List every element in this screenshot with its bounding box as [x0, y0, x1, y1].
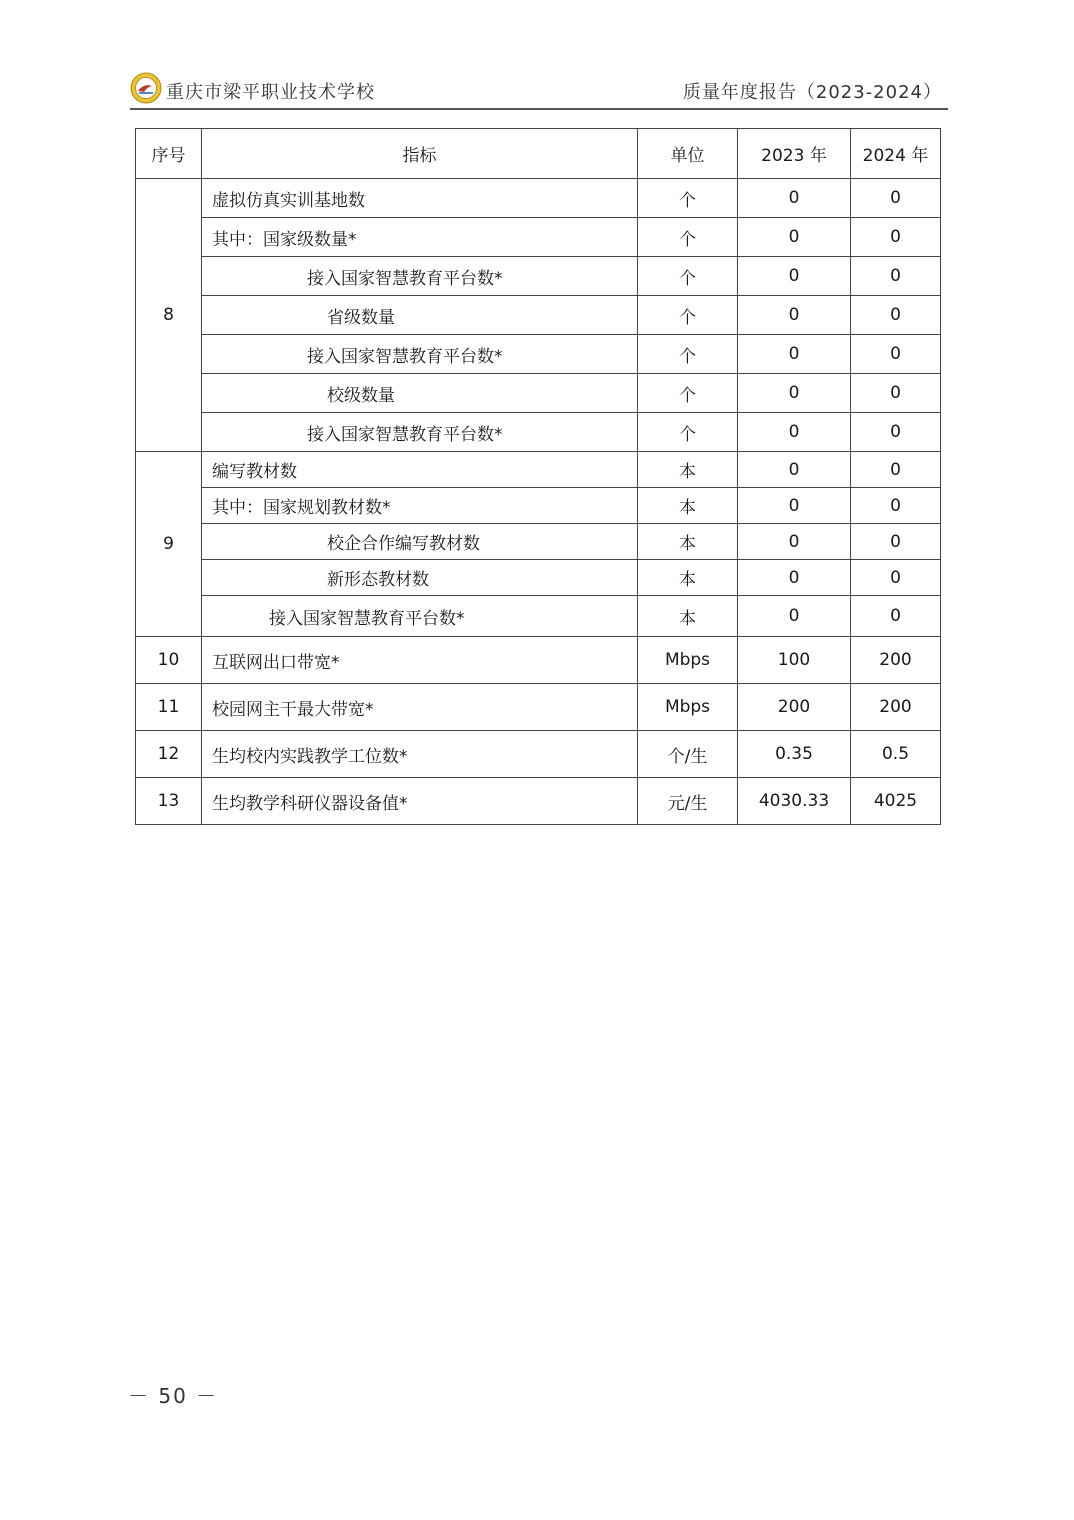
value-2023-cell: 0	[738, 452, 851, 488]
table-row	[136, 335, 941, 374]
indicator-cell: 编写教材数	[202, 452, 638, 488]
value-2024-cell: 0	[851, 413, 941, 452]
col-header-2023: 2023 年	[738, 129, 851, 179]
value-2023-cell: 0	[738, 296, 851, 335]
indicator-cell: 省级数量	[202, 296, 638, 335]
unit-cell: 本	[638, 452, 738, 488]
value-2024-cell: 0	[851, 296, 941, 335]
col-header-indicator: 指标	[202, 129, 638, 179]
value-2024-cell: 0	[851, 374, 941, 413]
col-header-2024: 2024 年	[851, 129, 941, 179]
table-row	[136, 374, 941, 413]
indicator-cell: 其中：国家规划教材数*	[202, 488, 638, 524]
unit-cell: 个	[638, 179, 738, 218]
school-logo-icon	[130, 72, 162, 104]
table-row	[136, 257, 941, 296]
value-2023-cell: 0.35	[738, 731, 851, 778]
indicator-cell: 生均教学科研仪器设备值*	[202, 778, 638, 825]
table-row	[136, 452, 941, 488]
value-2023-cell: 0	[738, 257, 851, 296]
unit-cell: 本	[638, 596, 738, 637]
table-row	[136, 179, 941, 218]
indicator-cell: 校级数量	[202, 374, 638, 413]
unit-cell: 个	[638, 296, 738, 335]
indicator-cell: 接入国家智慧教育平台数*	[202, 413, 638, 452]
value-2024-cell: 0	[851, 257, 941, 296]
row-number: 9	[136, 452, 202, 637]
value-2024-cell: 0	[851, 179, 941, 218]
value-2024-cell: 0	[851, 524, 941, 560]
page-number: － 50 －	[128, 1384, 219, 1408]
unit-cell: 本	[638, 488, 738, 524]
unit-cell: 个	[638, 374, 738, 413]
school-name: 重庆市梁平职业技术学校	[166, 82, 375, 103]
value-2023-cell: 0	[738, 488, 851, 524]
value-2024-cell: 0	[851, 218, 941, 257]
value-2023-cell: 100	[738, 637, 851, 684]
value-2023-cell: 0	[738, 560, 851, 596]
unit-cell: 个	[638, 257, 738, 296]
value-2023-cell: 0	[738, 413, 851, 452]
value-2023-cell: 0	[738, 524, 851, 560]
table-row	[136, 684, 941, 731]
report-title: 质量年度报告（2023-2024）	[682, 82, 942, 103]
unit-cell: 本	[638, 560, 738, 596]
table-row	[136, 488, 941, 524]
table-row	[136, 413, 941, 452]
indicator-cell: 接入国家智慧教育平台数*	[202, 596, 638, 637]
table-row	[136, 560, 941, 596]
indicator-cell: 生均校内实践教学工位数*	[202, 731, 638, 778]
indicator-cell: 校企合作编写教材数	[202, 524, 638, 560]
value-2023-cell: 200	[738, 684, 851, 731]
value-2024-cell: 0	[851, 488, 941, 524]
indicator-cell: 其中：国家级数量*	[202, 218, 638, 257]
table-row	[136, 524, 941, 560]
unit-cell: 本	[638, 524, 738, 560]
row-number: 11	[136, 684, 202, 731]
value-2023-cell: 0	[738, 374, 851, 413]
indicator-cell: 虚拟仿真实训基地数	[202, 179, 638, 218]
unit-cell: 个/生	[638, 731, 738, 778]
value-2024-cell: 0	[851, 452, 941, 488]
table-header-row	[136, 129, 941, 179]
row-number: 10	[136, 637, 202, 684]
unit-cell: 个	[638, 335, 738, 374]
unit-cell: 个	[638, 413, 738, 452]
row-number: 12	[136, 731, 202, 778]
table-row	[136, 596, 941, 637]
unit-cell: Mbps	[638, 684, 738, 731]
indicator-cell: 接入国家智慧教育平台数*	[202, 335, 638, 374]
table-row	[136, 637, 941, 684]
unit-cell: 个	[638, 218, 738, 257]
table-row	[136, 296, 941, 335]
col-header-no: 序号	[136, 129, 202, 179]
value-2023-cell: 4030.33	[738, 778, 851, 825]
indicator-cell: 校园网主干最大带宽*	[202, 684, 638, 731]
value-2024-cell: 0	[851, 335, 941, 374]
unit-cell: Mbps	[638, 637, 738, 684]
col-header-unit: 单位	[638, 129, 738, 179]
value-2024-cell: 0	[851, 596, 941, 637]
value-2023-cell: 0	[738, 218, 851, 257]
value-2023-cell: 0	[738, 335, 851, 374]
value-2024-cell: 4025	[851, 778, 941, 825]
unit-cell: 元/生	[638, 778, 738, 825]
table-row	[136, 778, 941, 825]
value-2023-cell: 0	[738, 179, 851, 218]
indicator-cell: 互联网出口带宽*	[202, 637, 638, 684]
value-2024-cell: 200	[851, 637, 941, 684]
value-2024-cell: 0.5	[851, 731, 941, 778]
indicator-table	[135, 128, 941, 825]
value-2024-cell: 200	[851, 684, 941, 731]
value-2024-cell: 0	[851, 560, 941, 596]
table-row	[136, 218, 941, 257]
row-number: 8	[136, 179, 202, 452]
indicator-cell: 新形态教材数	[202, 560, 638, 596]
table-row	[136, 731, 941, 778]
page-header	[130, 72, 948, 110]
value-2023-cell: 0	[738, 596, 851, 637]
indicator-cell: 接入国家智慧教育平台数*	[202, 257, 638, 296]
row-number: 13	[136, 778, 202, 825]
